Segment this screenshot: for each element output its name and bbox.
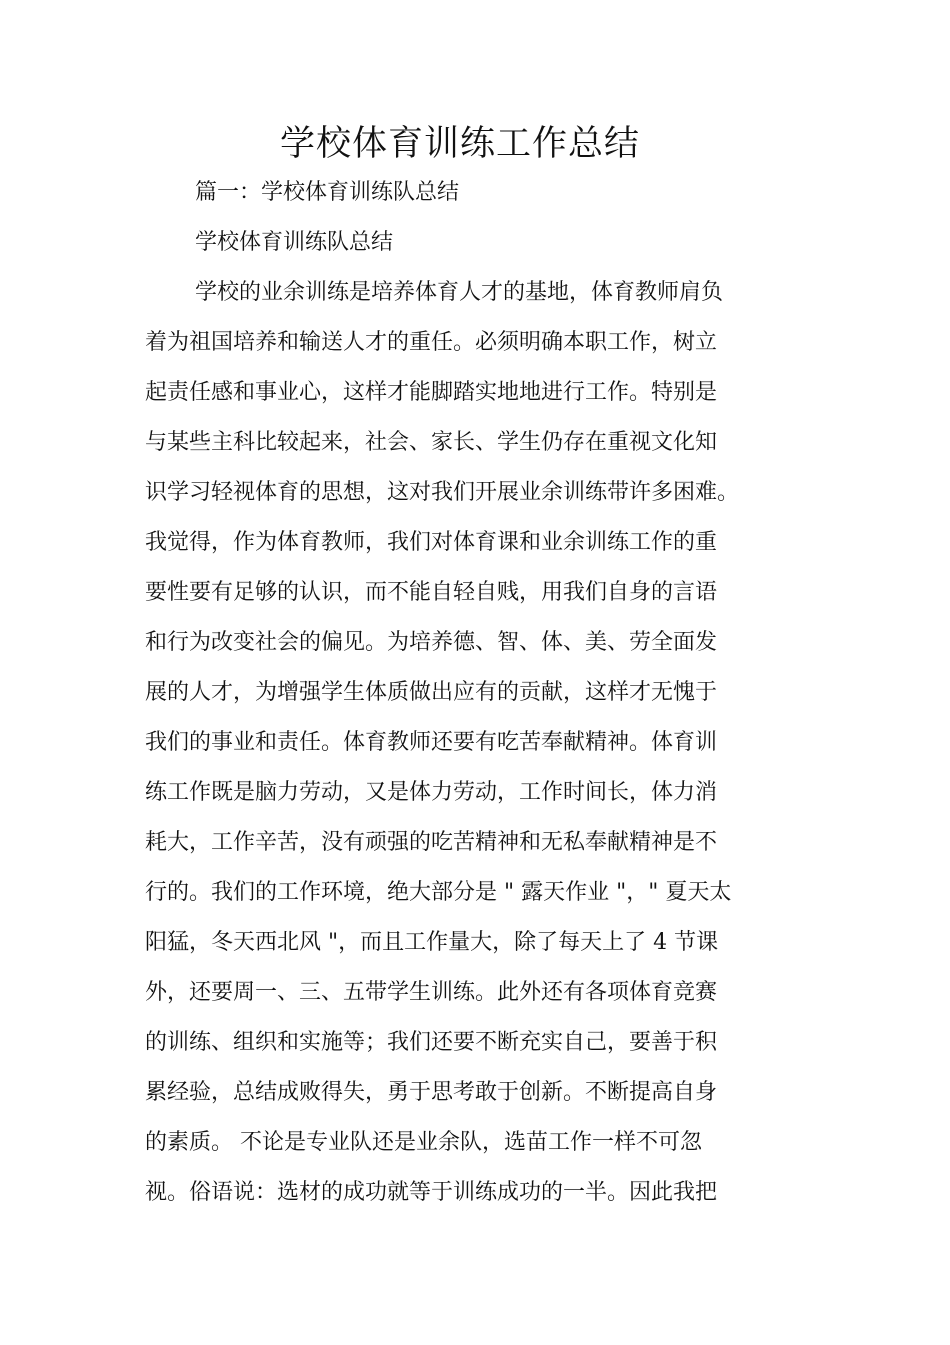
subheading: 篇一：学校体育训练队总结 <box>195 180 460 205</box>
body-line: 的素质。 不论是专业队还是业余队，选苗工作一样不可忽 <box>145 1130 702 1155</box>
body-line: 练工作既是脑力劳动，又是体力劳动，工作时间长，体力消 <box>145 780 718 805</box>
body-line: 阳猛，冬天西北风 "，而且工作量大，除了每天上了 4 节课 <box>145 930 719 955</box>
body-line: 与某些主科比较起来，社会、家长、学生仍存在重视文化知 <box>145 430 718 455</box>
body-line: 起责任感和事业心，这样才能脚踏实地地进行工作。特别是 <box>145 380 718 405</box>
body-line: 我觉得，作为体育教师，我们对体育课和业余训练工作的重 <box>145 530 718 555</box>
body-line: 视。俗语说：选材的成功就等于训练成功的一半。因此我把 <box>145 1180 718 1205</box>
document-title: 学校体育训练工作总结 <box>279 124 640 164</box>
body-line: 和行为改变社会的偏见。为培养德、智、体、美、劳全面发 <box>145 630 718 655</box>
section-title: 学校体育训练队总结 <box>195 230 394 255</box>
body-line: 行的。我们的工作环境，绝大部分是 " 露天作业 "，" 夏天太 <box>145 880 732 905</box>
body-line: 展的人才，为增强学生体质做出应有的贡献，这样才无愧于 <box>145 680 718 705</box>
body-line: 外，还要周一、三、五带学生训练。此外还有各项体育竞赛 <box>145 980 718 1005</box>
body-line: 耗大，工作辛苦，没有顽强的吃苦精神和无私奉献精神是不 <box>145 830 718 855</box>
body-line: 要性要有足够的认识，而不能自轻自贱，用我们自身的言语 <box>145 580 718 605</box>
body-line: 的训练、组织和实施等；我们还要不断充实自己，要善于积 <box>145 1030 718 1055</box>
body-line: 累经验，总结成败得失，勇于思考敢于创新。不断提高自身 <box>145 1080 718 1105</box>
body-line: 识学习轻视体育的思想，这对我们开展业余训练带许多困难。 <box>145 480 740 505</box>
body-line: 学校的业余训练是培养体育人才的基地，体育教师肩负 <box>195 280 724 305</box>
body-line: 着为祖国培养和输送人才的重任。必须明确本职工作，树立 <box>145 330 718 355</box>
body-line: 我们的事业和责任。体育教师还要有吃苦奉献精神。体育训 <box>145 730 718 755</box>
